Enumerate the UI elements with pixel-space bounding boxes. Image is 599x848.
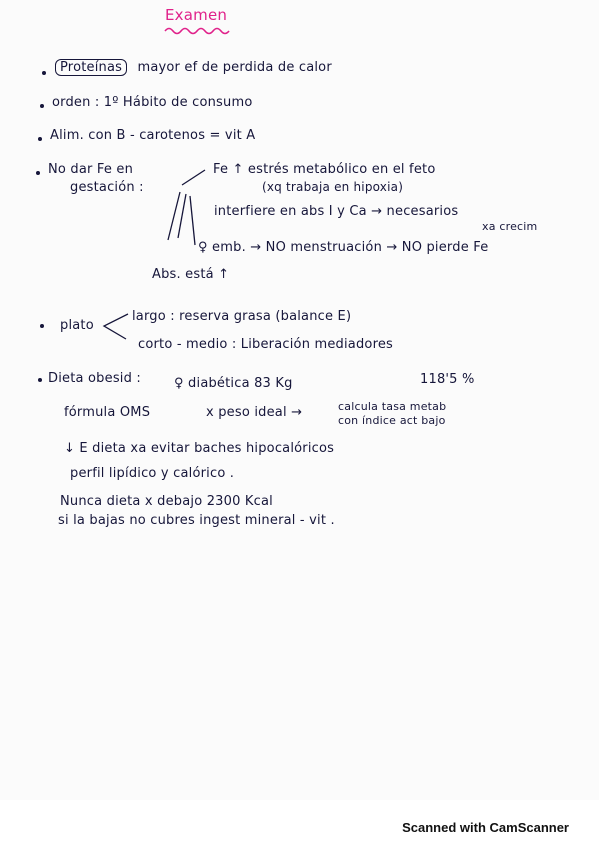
note-interfiere: interfiere en abs I y Ca → necesarios	[214, 204, 459, 219]
note-dieta-label: Dieta obesid :	[48, 371, 141, 386]
note-no-dar-fe: No dar Fe en	[48, 162, 134, 177]
note-perfil: perfil lipídico y calórico .	[70, 466, 235, 481]
note-largo: largo : reserva grasa (balance E)	[132, 309, 352, 324]
branch-line-4	[190, 196, 195, 245]
note-corto: corto - medio : Liberación mediadores	[138, 337, 394, 352]
note-embarazo: ♀ emb. → NO menstruación → NO pierde Fe	[198, 240, 489, 255]
note-orden: orden : 1º Hábito de consumo	[52, 95, 253, 110]
note-calcula: calcula tasa metab	[338, 400, 447, 413]
note-nunca: Nunca dieta x debajo 2300 Kcal	[60, 494, 273, 509]
note-gestacion: gestación :	[70, 180, 144, 195]
title-wavy-underline	[165, 29, 229, 34]
note-interfiere-2: xa crecim	[482, 220, 538, 233]
camscanner-watermark: Scanned with CamScanner	[402, 820, 569, 835]
note-alim: Alim. con B - carotenos = vit A	[50, 128, 256, 143]
branch-line-3	[178, 194, 186, 238]
note-plato: plato	[60, 318, 94, 333]
note-dieta-porcentaje: 118'5 %	[420, 372, 475, 387]
note-fe-estres: Fe ↑ estrés metabólico en el feto	[213, 162, 436, 177]
proteinas-text: mayor ef de perdida de calor	[137, 60, 332, 75]
note-si-la: si la bajas no cubres ingest mineral - vit .	[58, 513, 335, 528]
branch-line-2	[168, 192, 180, 240]
scan-footer	[0, 800, 599, 848]
branch-line-1	[182, 170, 205, 185]
page-title: Examen	[165, 6, 228, 24]
note-fe-estres-2: (xq trabaja en hipoxia)	[262, 180, 404, 194]
proteinas-boxed-word: Proteínas	[55, 59, 127, 76]
note-absorcion: Abs. está ↑	[152, 267, 230, 282]
note-menos-energia: ↓ E dieta xa evitar baches hipocalóricos	[64, 441, 335, 456]
note-calcula-2: con índice act bajo	[338, 414, 446, 427]
note-peso: x peso ideal →	[206, 405, 303, 420]
note-formula: fórmula OMS	[64, 405, 151, 420]
note-dieta-detalle: ♀ diabética 83 Kg	[174, 376, 293, 391]
plato-bracket	[104, 314, 128, 339]
